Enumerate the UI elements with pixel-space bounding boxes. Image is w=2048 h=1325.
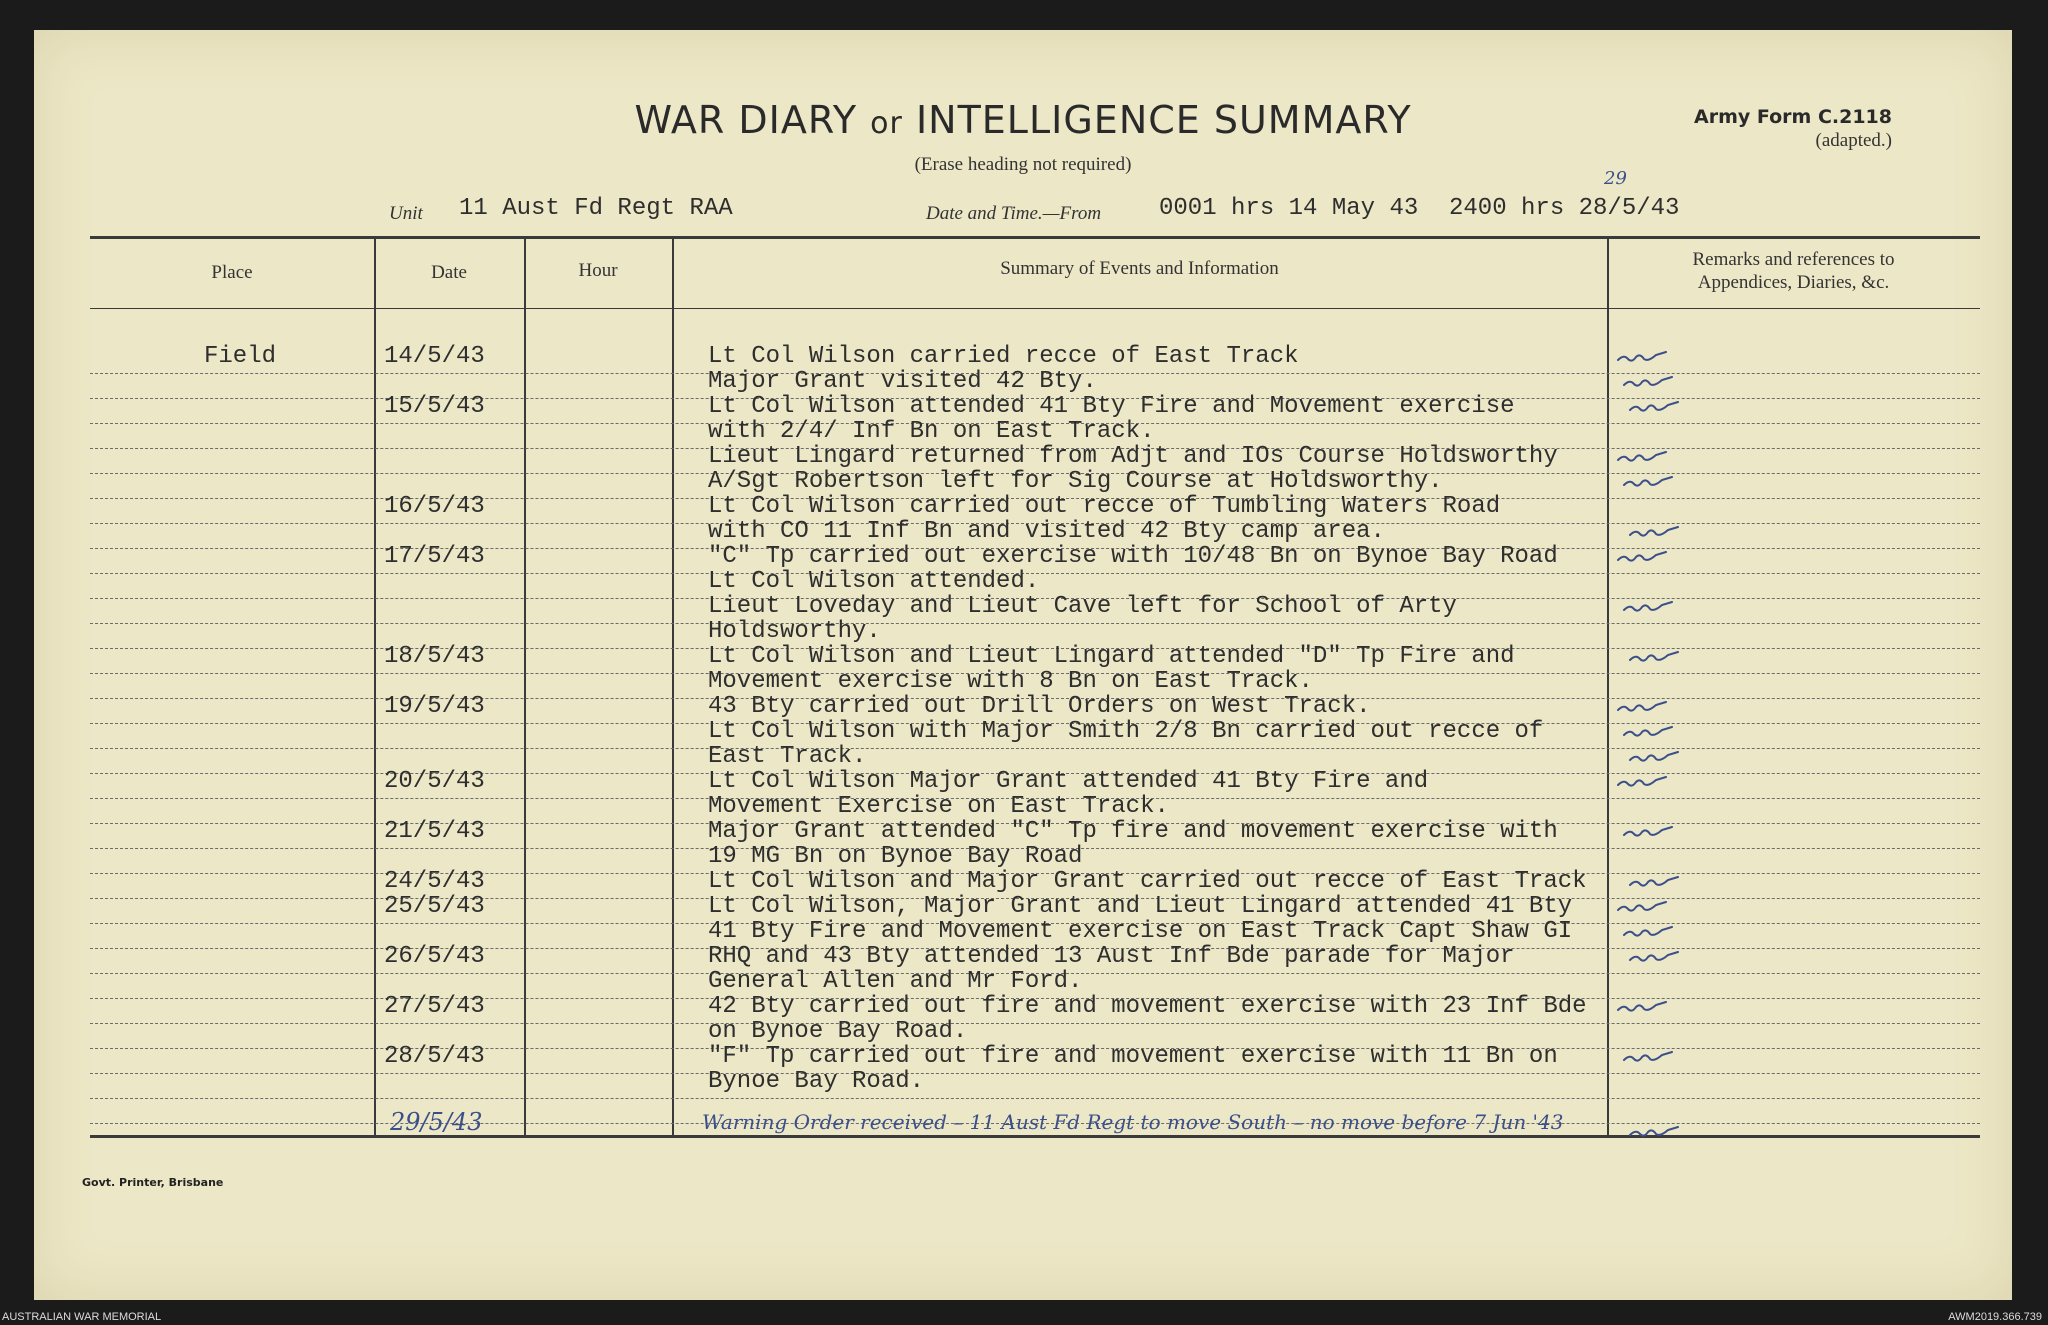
col-header-hour: Hour xyxy=(578,260,618,281)
summary-line: Lt Col Wilson attended. xyxy=(708,568,1040,595)
check-mark-icon xyxy=(1622,1049,1674,1065)
unit-label: Unit xyxy=(389,203,423,224)
check-mark-icon xyxy=(1628,949,1680,965)
col-header-date: Date xyxy=(431,262,467,283)
date-entry: 15/5/43 xyxy=(384,393,485,420)
col-divider-date xyxy=(524,236,526,1136)
check-mark-icon xyxy=(1616,699,1668,715)
check-mark-icon xyxy=(1622,599,1674,615)
summary-line: on Bynoe Bay Road. xyxy=(708,1018,968,1045)
check-mark-icon xyxy=(1622,924,1674,940)
check-mark-icon xyxy=(1622,374,1674,390)
summary-line: General Allen and Mr Ford. xyxy=(708,968,1083,995)
check-mark-icon xyxy=(1628,649,1680,665)
summary-line: Major Grant visited 42 Bty. xyxy=(708,368,1097,395)
date-entry: 19/5/43 xyxy=(384,693,485,720)
summary-line: with 2/4/ Inf Bn on East Track. xyxy=(708,418,1155,445)
summary-line: Lt Col Wilson and Lieut Lingard attended "D" Tp Fire and xyxy=(708,643,1515,670)
summary-line: Major Grant attended "C" Tp fire and movement exercise with xyxy=(708,818,1558,845)
title-or: or xyxy=(870,106,903,141)
date-entry: 20/5/43 xyxy=(384,768,485,795)
date-entry: 27/5/43 xyxy=(384,993,485,1020)
check-mark-icon xyxy=(1628,749,1680,765)
summary-line: RHQ and 43 Bty attended 13 Aust Inf Bde parade for Major xyxy=(708,943,1515,970)
date-entry: 26/5/43 xyxy=(384,943,485,970)
summary-line: 42 Bty carried out fire and movement exercise with 23 Inf Bde xyxy=(708,993,1587,1020)
check-mark-icon xyxy=(1616,549,1668,565)
summary-line: "F" Tp carried out fire and movement exercise with 11 Bn on xyxy=(708,1043,1558,1070)
date-entry: 24/5/43 xyxy=(384,868,485,895)
summary-line: 19 MG Bn on Bynoe Bay Road xyxy=(708,843,1083,870)
summary-line: 43 Bty carried out Drill Orders on West Track. xyxy=(708,693,1371,720)
check-mark-icon xyxy=(1628,524,1680,540)
unit-value: 11 Aust Fd Regt RAA xyxy=(459,195,733,222)
subtitle: (Erase heading not required) xyxy=(914,154,1132,175)
row-rule xyxy=(90,623,1980,624)
check-mark-icon xyxy=(1622,724,1674,740)
date-entry: 17/5/43 xyxy=(384,543,485,570)
form-adapted: (adapted.) xyxy=(1815,130,1892,151)
row-rule xyxy=(90,1098,1980,1099)
row-rule xyxy=(90,748,1980,749)
date-from: 0001 hrs 14 May 43 xyxy=(1159,195,1419,222)
diary-page xyxy=(34,30,2012,1300)
check-mark-icon xyxy=(1616,999,1668,1015)
summary-line: A/Sgt Robertson left for Sig Course at Holdsworthy. xyxy=(708,468,1443,495)
summary-line: Lieut Lingard returned from Adjt and IOs Course Holdsworthy xyxy=(708,443,1558,470)
date-entry: 16/5/43 xyxy=(384,493,485,520)
col-header-place: Place xyxy=(211,262,253,283)
col-header-remarks xyxy=(1607,248,1980,294)
date-label: Date and Time.—From xyxy=(926,203,1102,224)
summary-line: Movement Exercise on East Track. xyxy=(708,793,1169,820)
remarks-header-line2: Appendices, Diaries, &c. xyxy=(1697,272,1890,293)
handwritten-entry: Warning Order received – 11 Aust Fd Regt to move South – no move before 7 Jun '43 xyxy=(702,1110,1564,1134)
check-mark-icon xyxy=(1616,449,1668,465)
summary-line: Lt Col Wilson carried out recce of Tumbling Waters Road xyxy=(708,493,1501,520)
date-entry: 18/5/43 xyxy=(384,643,485,670)
summary-line: Lt Col Wilson carried recce of East Track xyxy=(708,343,1299,370)
date-to: 2400 hrs 28/5/43 xyxy=(1449,195,1680,222)
date-entry: 21/5/43 xyxy=(384,818,485,845)
archive-credit: AUSTRALIAN WAR MEMORIAL xyxy=(2,1311,162,1323)
summary-line: Lt Col Wilson attended 41 Bty Fire and Movement exercise xyxy=(708,393,1515,420)
title-war-diary: WAR DIARY xyxy=(634,98,858,142)
check-mark-icon xyxy=(1616,774,1668,790)
summary-line: Bynoe Bay Road. xyxy=(708,1068,925,1095)
summary-line: Lt Col Wilson, Major Grant and Lieut Lingard attended 41 Bty xyxy=(708,893,1573,920)
summary-line: Movement exercise with 8 Bn on East Track. xyxy=(708,668,1313,695)
summary-line: Lt Col Wilson with Major Smith 2/8 Bn carried out recce of xyxy=(708,718,1544,745)
check-mark-icon xyxy=(1628,399,1680,415)
form-number: Army Form C.2118 xyxy=(1694,106,1892,128)
date-entry: 14/5/43 xyxy=(384,343,485,370)
summary-line: Lt Col Wilson Major Grant attended 41 Bty Fire and xyxy=(708,768,1429,795)
summary-line: East Track. xyxy=(708,743,867,770)
summary-line: with CO 11 Inf Bn and visited 42 Bty camp area. xyxy=(708,518,1385,545)
col-header-summary: Summary of Events and Information xyxy=(1000,258,1279,279)
row-rule xyxy=(90,1023,1980,1024)
place-value: Field xyxy=(204,343,277,370)
printer-imprint: Govt. Printer, Brisbane xyxy=(82,1176,224,1189)
check-mark-icon xyxy=(1628,1124,1680,1140)
col-divider-place xyxy=(374,236,376,1136)
col-divider-hour xyxy=(672,236,674,1136)
summary-line: Lieut Loveday and Lieut Cave left for School of Arty xyxy=(708,593,1457,620)
check-mark-icon xyxy=(1628,874,1680,890)
summary-line: Holdsworthy. xyxy=(708,618,881,645)
col-divider-summary xyxy=(1607,236,1609,1136)
remarks-header-line1: Remarks and references to xyxy=(1692,249,1895,270)
check-mark-icon xyxy=(1622,474,1674,490)
date-entry: 28/5/43 xyxy=(384,1043,485,1070)
summary-line: "C" Tp carried out exercise with 10/48 Bn on Bynoe Bay Road xyxy=(708,543,1558,570)
title-intelligence-summary: INTELLIGENCE SUMMARY xyxy=(915,98,1412,142)
summary-line: 41 Bty Fire and Movement exercise on East Track Capt Shaw GI xyxy=(708,918,1573,945)
summary-line: Lt Col Wilson and Major Grant carried out recce of East Track xyxy=(708,868,1587,895)
archive-reference: AWM2019.366.739 xyxy=(1948,1311,2042,1323)
check-mark-icon xyxy=(1616,349,1668,365)
handwritten-date: 29/5/43 xyxy=(390,1108,483,1136)
row-rule xyxy=(90,1073,1980,1074)
check-mark-icon xyxy=(1622,824,1674,840)
date-correction: 29 xyxy=(1604,168,1627,189)
check-mark-icon xyxy=(1616,899,1668,915)
date-entry: 25/5/43 xyxy=(384,893,485,920)
